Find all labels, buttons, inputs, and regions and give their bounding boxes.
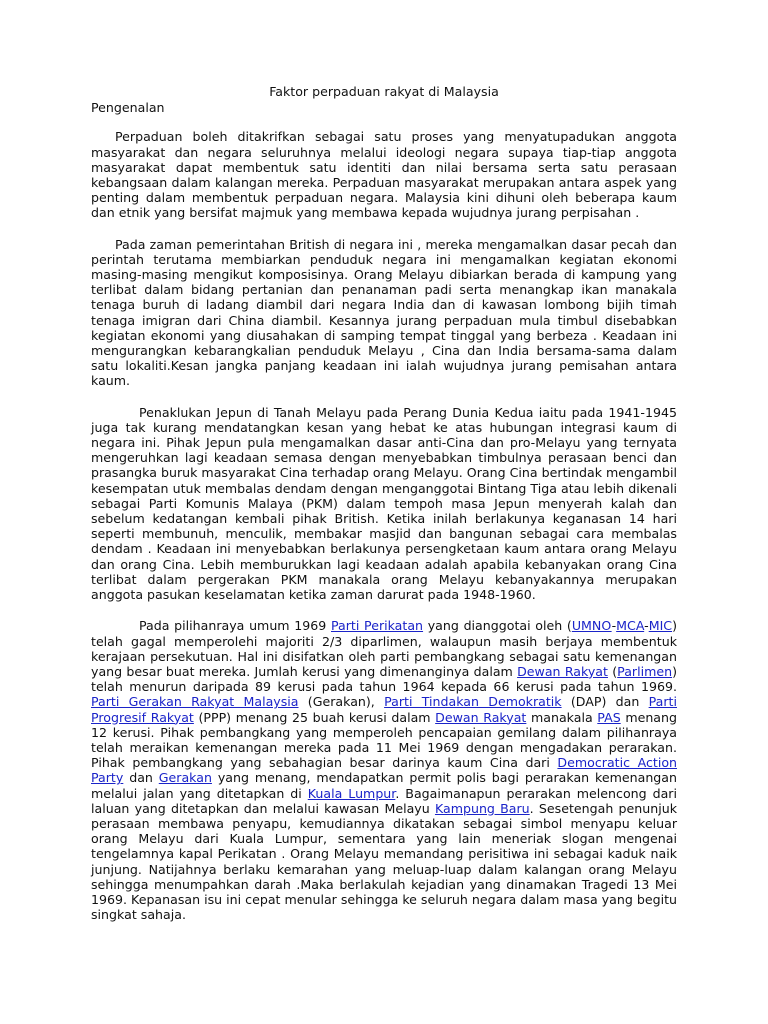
link-gerakan[interactable]: Gerakan <box>158 770 212 786</box>
link-umno[interactable]: UMNO <box>571 618 612 634</box>
link-pas[interactable]: PAS <box>597 709 621 725</box>
paragraph-4 <box>91 618 677 922</box>
document-title: Faktor perpaduan rakyat di Malaysia <box>269 84 499 99</box>
link-mca[interactable]: MCA <box>616 618 645 634</box>
text-run: menang 12 kerusi. Pihak pembangkang yang memperoleh pencapaian gemilang dalam pilihanraya telah meraikan kemenangan mereka pada 11 Mei 1969 dengan mengadakan perarakan. Pihak pembangkang yang sebahagian besar darinya kaum Cina dari <box>91 709 678 771</box>
text-run: (DAP) dan <box>561 694 649 710</box>
text-run: ( <box>607 663 618 679</box>
link-kuala-lumpur[interactable]: Kuala Lumpur <box>307 785 396 801</box>
paragraph-3: Penaklukan Jepun di Tanah Melayu pada Perang Dunia Kedua iaitu pada 1941-1945 juga tak kurang mendatangkan kesan yang hebat ke atas hubungan integrasi kaum di negara ini. Pihak Jepun pula mengamalkan dasar anti-Cina dan pro-Melayu yang ternyata mengeruhkan lagi keadaan semasa dengan menyebabkan timbulnya perasaan benci dan prasangka buruk masyarakat Cina terhadap orang Melayu. Orang Cina bertindak mengambil kesempatan utuk membalas dendam dengan menganggotai Bintang Tiga atau lebih dikenali sebagai Parti Komunis Malaya (PKM) dalam tempoh masa Jepun menyerah kalah dan sebelum kedatangan kembali pihak British. Ketika inilah berlakunya keganasan 14 hari seperti membunuh, menculik, membakar masjid dan bangunan sebagai cara membalas dendam . Keadaan ini menyebabkan berlakunya persengketaan kaum antara orang Melayu dan orang Cina. Lebih memburukkan lagi keadaan adalah apabila kebanyakan orang Cina terlibat dalam pergerakan PKM manakala orang Melayu kebanyakannya merupakan anggota pasukan keselamatan ketika zaman darurat pada 1948-1960. <box>91 404 677 603</box>
text-run: ) telah gagal memperolehi majoriti 2/3 diparlimen, walaupun masih berjaya membentuk kerajaan persekutuan. Hal ini disifatkan oleh parti pembangkang sebagai satu kemenangan yang besar buat mereka. Jumlah kerusi yang dimenanginya dalam <box>91 618 677 679</box>
text-run: ) telah menurun daripada 89 kerusi pada tahun 1964 kepada 66 kerusi pada tahun 1969. <box>91 663 678 695</box>
text-run: . Sesetengah penunjuk perasaan membawa penyapu, kemudiannya dikatakan sebagai simbol menyapu keluar orang Melayu dari Kuala Lumpur, sementara yang lain meneriak slogan mengenai tengelamnya kapal Perikatan . Orang Melayu memandang perisitiwa ini sebagai kaduk naik junjung. Natijahnya berlaku kemarahan yang meluap-luap dalam kalangan orang Melayu sehingga menumpahkan darah .Maka berlakulah kejadian yang dinamakan Tragedi 13 Mei 1969. Kepanasan isu ini cepat menular sehingga ke seluruh negara dalam masa yang begitu singkat sahaja. <box>91 800 677 923</box>
link-mic[interactable]: MIC <box>648 618 673 634</box>
paragraph-2: Pada zaman pemerintahan British di negara ini , mereka mengamalkan dasar pecah dan perintah terutama membiarkan penduduk negara ini mengamalkan kegiatan ekonomi masing-masing mengikut komposisinya. Orang Melayu dibiarkan berada di kampung yang terlibat dalam bidang pertanian dan penanaman padi serta menangkap ikan manakala tenaga buruh di ladang diambil dari negara India dan di kawasan lombong bijih timah tenaga imigran dari China diambil. Kesannya jurang perpaduan mula timbul disebabkan kegiatan ekonomi yang diusahakan di samping tempat tinggal yang berbeza . Keadaan ini mengurangkan kebarangkalian penduduk Melayu , Cina dan India bersama-sama dalam satu lokaliti.Kesan jangka panjang keadaan ini ialah wujudnya jurang pemisahan antara kaum. <box>91 236 677 389</box>
text-run: Pada pilihanraya umum 1969 <box>139 618 331 634</box>
link-dewan-rakyat[interactable]: Dewan Rakyat <box>517 663 608 679</box>
text-run: (PPP) menang 25 buah kerusi dalam <box>193 709 436 725</box>
link-democratic-action-party[interactable]: Democratic Action Party <box>91 755 678 786</box>
document-body <box>91 84 677 938</box>
link-kampung-baru[interactable]: Kampung Baru <box>434 800 530 816</box>
text-run: (Gerakan), <box>298 694 385 710</box>
link-parlimen[interactable]: Parlimen <box>617 663 673 679</box>
link-parti-progresif-rakyat[interactable]: Parti Progresif Rakyat <box>91 694 677 725</box>
text-run: dan <box>123 770 159 786</box>
link-parti-perikatan[interactable]: Parti Perikatan <box>331 618 424 634</box>
text-run: - <box>611 618 617 634</box>
link-parti-tindakan-demokratik[interactable]: Parti Tindakan Demokratik <box>384 694 562 710</box>
text-run: manakala <box>526 709 598 725</box>
text-run: . Bagaimanapun perarakan melencong dari laluan yang ditetapkan dan melalui kawasan Melayu <box>91 785 677 816</box>
text-run: yang dianggotai oleh ( <box>423 618 572 634</box>
paragraph-1: Perpaduan boleh ditakrifkan sebagai satu proses yang menyatupadukan anggota masyarakat dan negara seluruhnya melalui ideologi negara supaya tiap-tiap anggota masyarakat dapat membentuk satu identiti dan nilai bersama serta satu perasaan kebangsaan dalam kalangan mereka. Perpaduan masyarakat merupakan antara aspek yang penting dalam membentuk perpaduan negara. Malaysia kini dihuni oleh beberapa kaum dan etnik yang bersifat majmuk yang membawa kepada wujudnya jurang perpisahan . <box>91 129 677 221</box>
text-run: - <box>644 618 649 634</box>
link-dewan-rakyat-2[interactable]: Dewan Rakyat <box>435 709 527 725</box>
section-heading: Pengenalan <box>91 100 165 116</box>
link-parti-gerakan-rakyat-malaysia[interactable]: Parti Gerakan Rakyat Malaysia <box>91 694 299 710</box>
text-run: yang menang, mendapatkan permit polis bagi perarakan kemenangan melalui jalan yang ditetapkan di <box>91 770 677 801</box>
